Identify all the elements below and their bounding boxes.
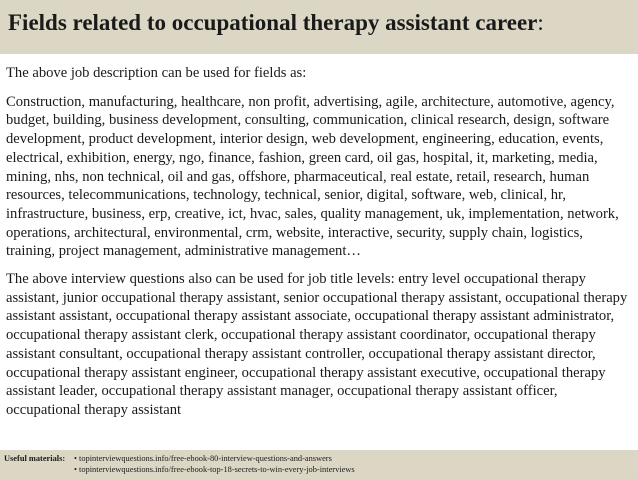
body-content — [6, 64, 634, 420]
title-bar — [0, 0, 638, 54]
job-levels-paragraph: The above interview questions also can be used for job title levels: entry level occupational therapy assistant, junior occupational therapy assistant, senior occupational therapy assistant, occupational therapy assistant assistant, occupational therapy assistant associate, occupational therapy assistant administrator, occupational therapy assistant clerk, occupational therapy assistant coordinator, occupational therapy assistant consultant, occupational therapy assistant controller, occupational therapy assistant director, occupational therapy assistant engineer, occupational therapy assistant executive, occupational therapy assistant leader, occupational therapy assistant manager, occupational therapy assistant officer, occupational therapy assistant — [6, 271, 628, 418]
footer-bar — [0, 450, 638, 479]
footer-link-ebook-18-secrets[interactable]: • topinterviewquestions.info/free-ebook-top-18-secrets-to-win-every-job-interviews — [74, 465, 355, 474]
footer-link-ebook-80-questions[interactable]: • topinterviewquestions.info/free-ebook-80-interview-questions-and-answers — [74, 454, 332, 463]
fields-paragraph: Construction, manufacturing, healthcare, non profit, advertising, agile, architecture, automotive, agency, budget, building, business development, consulting, communication, clinical research, design, software development, product development, interior design, web development, engineering, education, events, electrical, exhibition, energy, ngo, finance, fashion, green card, oil gas, hospital, it, marketing, media, mining, nhs, non technical, oil and gas, offshore, pharmaceutical, real estate, retail, research, human resources, telecommunications, technology, technical, senior, digital, software, web, clinical, hr, infrastructure, business, erp, creative, ict, hvac, sales, quality management, uk, implementation, network, operations, architectural, environmental, crm, website, interactive, security, supply chain, logistics, training, project management, administrative management… — [6, 93, 619, 260]
footer-row-2 — [4, 464, 634, 475]
page-title-colon: : — [537, 10, 544, 35]
page-title — [8, 10, 630, 36]
intro-paragraph: The above job description can be used for fields as: — [6, 65, 307, 81]
footer-row-1 — [4, 453, 634, 464]
page-title-text: Fields related to occupational therapy assistant career — [8, 10, 538, 35]
footer-label: Useful materials: — [4, 454, 66, 463]
